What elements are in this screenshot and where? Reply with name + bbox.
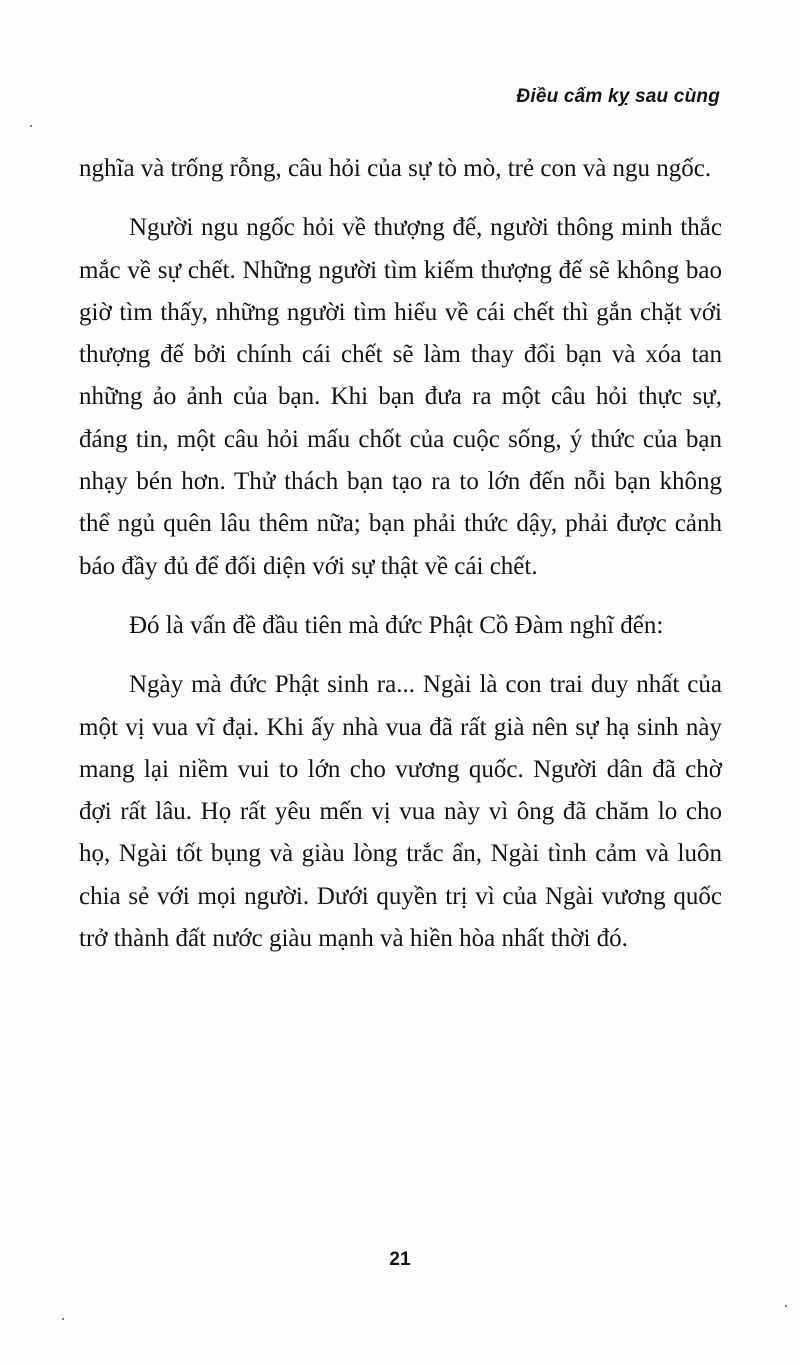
running-header: Điều cấm kỵ sau cùng (516, 86, 720, 107)
paragraph-continued: nghĩa và trống rỗng, câu hỏi của sự tò mò, trẻ con và ngu ngốc. (79, 155, 712, 182)
paragraph: Người ngu ngốc hỏi về thượng đế, người thông minh thắc mắc về sự chết. Những người tìm kiếm thượng đế sẽ không bao giờ tìm thấy, những người tìm hiểu về cái chết thì gắn chặt với thượng đế bởi chính cái chết sẽ làm thay đổi bạn và xóa tan những ảo ảnh của bạn. Khi bạn đưa ra một câu hỏi thực sự, đáng tin, một câu hỏi mấu chốt của cuộc sống, ý thức của bạn nhạy bén hơn. Thử thách bạn tạo ra to lớn đến nỗi bạn không thể ngủ quên lâu thêm nữa; bạn phải thức dậy, phải được cảnh báo đầy đủ để đối diện với sự thật về cái chết. (79, 214, 722, 580)
paragraph: Ngày mà đức Phật sinh ra... Ngài là con trai duy nhất của một vị vua vĩ đại. Khi ấy nhà vua đã rất già nên sự hạ sinh này mang lại niềm vui to lớn cho vương quốc. Người dân đã chờ đợi rất lâu. Họ rất yêu mến vị vua này vì ông đã chăm lo cho họ, Ngài tốt bụng và giàu lòng trắc ẩn, Ngài tình cảm và luôn chia sẻ với mọi người. Dưới quyền trị vì của Ngài vương quốc trở thành đất nước giàu mạnh và hiền hòa nhất thời đó. (79, 671, 722, 953)
page-number: 21 (389, 1249, 411, 1270)
scan-speck (785, 1305, 787, 1307)
body-text (79, 148, 722, 960)
scan-speck (30, 125, 32, 127)
paragraph: Đó là vấn đề đầu tiên mà đức Phật Cồ Đàm nghĩ đến: (129, 611, 664, 639)
scan-speck (62, 1318, 64, 1320)
